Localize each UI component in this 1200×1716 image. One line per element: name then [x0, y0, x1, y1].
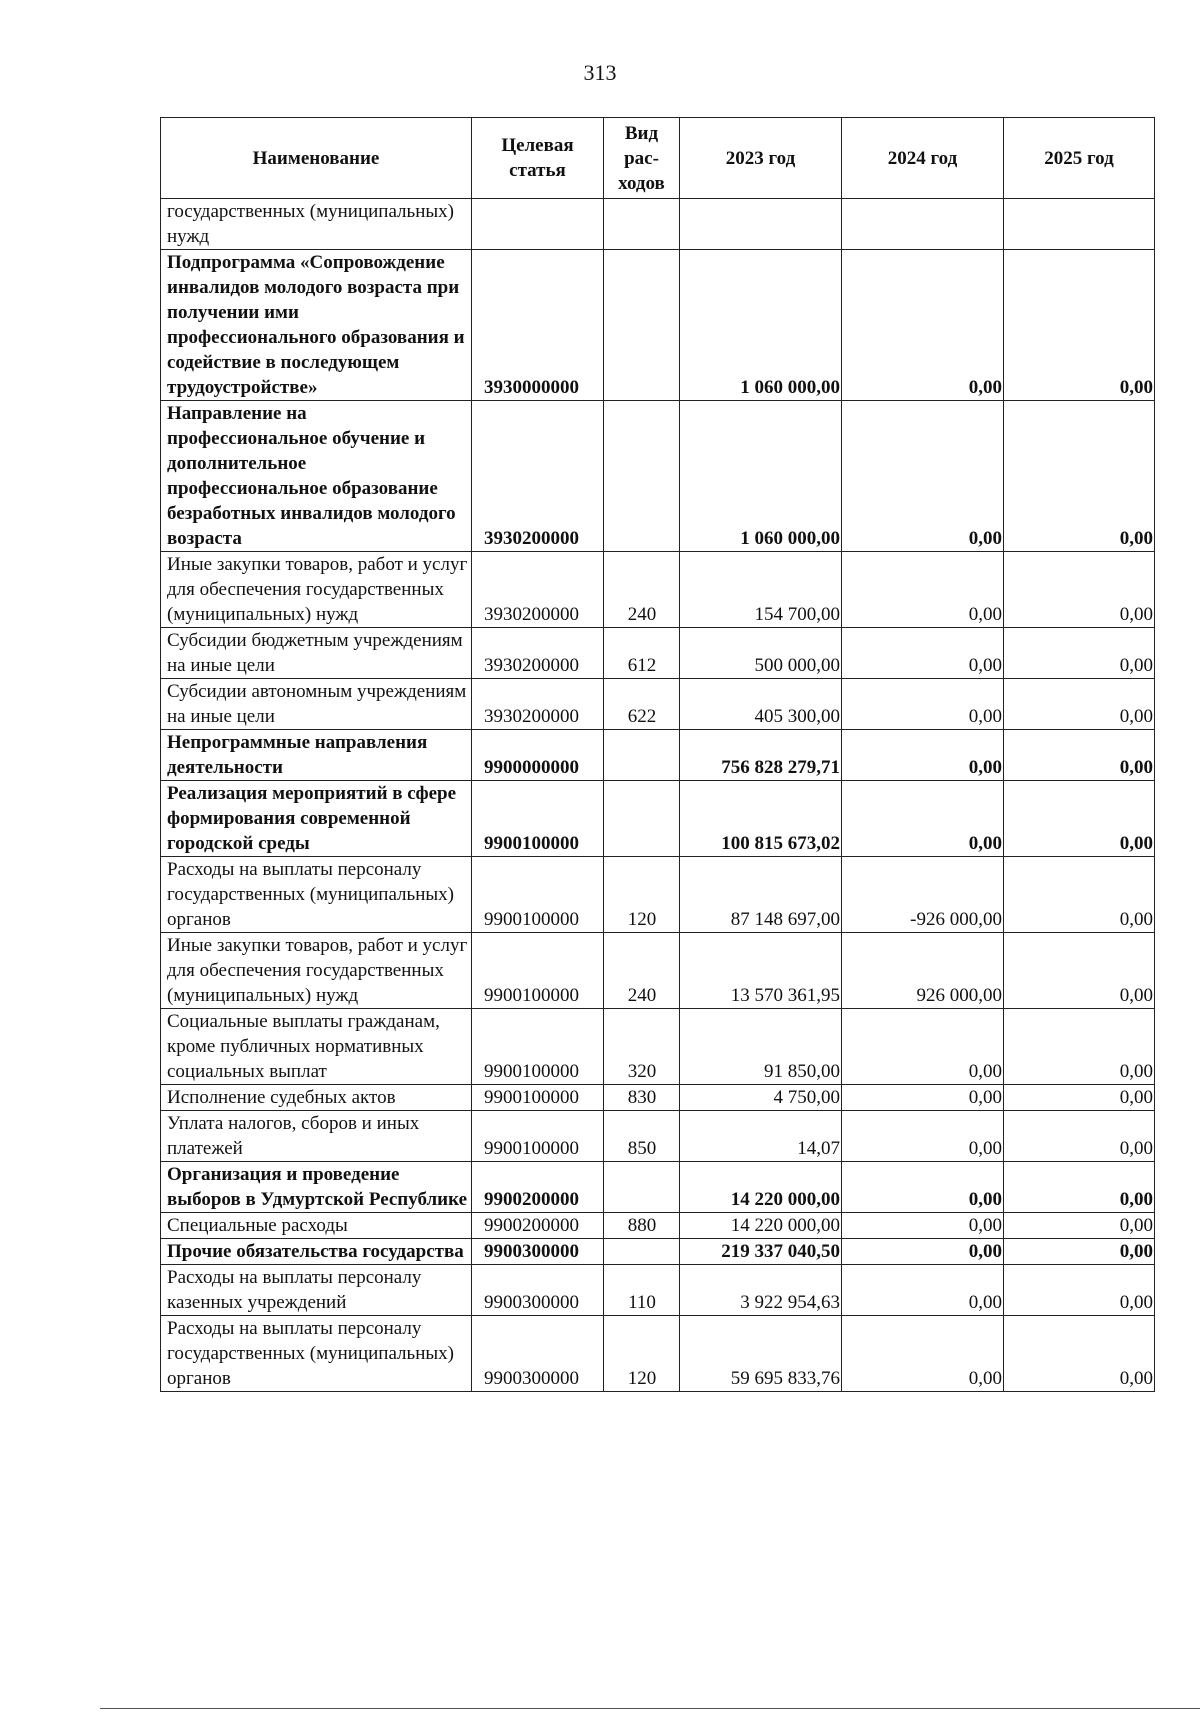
cell-expense-type — [604, 401, 680, 552]
cell-2023: 500 000,00 — [680, 628, 842, 679]
cell-2025: 0,00 — [1004, 1009, 1155, 1085]
cell-target-article: 3930200000 — [472, 401, 604, 552]
cell-expense-type — [604, 730, 680, 781]
header-2024: 2024 год — [842, 118, 1004, 199]
cell-2025: 0,00 — [1004, 1213, 1155, 1239]
cell-target-article: 3930200000 — [472, 679, 604, 730]
table-row — [161, 857, 1155, 933]
table-row — [161, 1162, 1155, 1213]
cell-expense-type: 110 — [604, 1265, 680, 1316]
cell-expense-type: 622 — [604, 679, 680, 730]
cell-expense-type: 850 — [604, 1111, 680, 1162]
cell-2025: 0,00 — [1004, 1111, 1155, 1162]
header-name: Наименование — [161, 118, 472, 199]
cell-2023: 154 700,00 — [680, 552, 842, 628]
cell-expense-type: 240 — [604, 552, 680, 628]
cell-target-article: 9900100000 — [472, 1111, 604, 1162]
cell-expense-type — [604, 1239, 680, 1265]
cell-2023: 87 148 697,00 — [680, 857, 842, 933]
cell-name: Социальные выплаты гражданам, кроме публичных нормативных социальных выплат — [161, 1009, 472, 1085]
cell-2023: 219 337 040,50 — [680, 1239, 842, 1265]
cell-name: Уплата налогов, сборов и иных платежей — [161, 1111, 472, 1162]
header-2023: 2023 год — [680, 118, 842, 199]
cell-name: Специальные расходы — [161, 1213, 472, 1239]
cell-2023: 1 060 000,00 — [680, 401, 842, 552]
cell-expense-type — [604, 781, 680, 857]
cell-name: Расходы на выплаты персоналу казенных учреждений — [161, 1265, 472, 1316]
table-row — [161, 781, 1155, 857]
cell-2023: 4 750,00 — [680, 1085, 842, 1111]
cell-2025: 0,00 — [1004, 1239, 1155, 1265]
cell-2024: 0,00 — [842, 1316, 1004, 1392]
table-row — [161, 730, 1155, 781]
cell-target-article: 9900100000 — [472, 1009, 604, 1085]
cell-2024: 0,00 — [842, 1111, 1004, 1162]
cell-2024: 0,00 — [842, 1265, 1004, 1316]
cell-expense-type: 240 — [604, 933, 680, 1009]
cell-name: Расходы на выплаты персоналу государственных (муниципальных) органов — [161, 857, 472, 933]
cell-name: Субсидии бюджетным учреждениям на иные цели — [161, 628, 472, 679]
cell-2025: 0,00 — [1004, 1085, 1155, 1111]
cell-2025: 0,00 — [1004, 1265, 1155, 1316]
cell-2023: 14 220 000,00 — [680, 1162, 842, 1213]
cell-2023: 14,07 — [680, 1111, 842, 1162]
cell-target-article: 9900200000 — [472, 1162, 604, 1213]
table-row — [161, 250, 1155, 401]
footer-divider — [100, 1708, 1200, 1709]
table-row — [161, 679, 1155, 730]
cell-2024: 0,00 — [842, 781, 1004, 857]
header-2025: 2025 год — [1004, 118, 1155, 199]
cell-expense-type: 612 — [604, 628, 680, 679]
cell-2023: 59 695 833,76 — [680, 1316, 842, 1392]
table-header — [161, 118, 1155, 199]
table-row — [161, 1213, 1155, 1239]
cell-2023: 756 828 279,71 — [680, 730, 842, 781]
cell-name: Прочие обязательства государства — [161, 1239, 472, 1265]
header-target-article: Целевая статья — [472, 118, 604, 199]
cell-2024: 0,00 — [842, 1239, 1004, 1265]
cell-name: Подпрограмма «Сопровождение инвалидов молодого возраста при получении ими профессионального образования и содействие в последующем трудоустройстве» — [161, 250, 472, 401]
cell-2024: 0,00 — [842, 730, 1004, 781]
cell-2025: 0,00 — [1004, 628, 1155, 679]
cell-expense-type: 120 — [604, 857, 680, 933]
cell-target-article — [472, 199, 604, 250]
cell-2025: 0,00 — [1004, 857, 1155, 933]
cell-2025: 0,00 — [1004, 1316, 1155, 1392]
cell-expense-type: 120 — [604, 1316, 680, 1392]
cell-expense-type: 320 — [604, 1009, 680, 1085]
cell-expense-type: 880 — [604, 1213, 680, 1239]
cell-2024: 0,00 — [842, 1009, 1004, 1085]
cell-2025: 0,00 — [1004, 401, 1155, 552]
table-row — [161, 1085, 1155, 1111]
cell-target-article: 3930000000 — [472, 250, 604, 401]
cell-2023: 91 850,00 — [680, 1009, 842, 1085]
cell-name: государственных (муниципальных) нужд — [161, 199, 472, 250]
cell-target-article: 9900300000 — [472, 1239, 604, 1265]
cell-2024: -926 000,00 — [842, 857, 1004, 933]
cell-2023: 13 570 361,95 — [680, 933, 842, 1009]
cell-2023: 1 060 000,00 — [680, 250, 842, 401]
cell-2024: 0,00 — [842, 679, 1004, 730]
cell-2023: 3 922 954,63 — [680, 1265, 842, 1316]
cell-target-article: 9900200000 — [472, 1213, 604, 1239]
cell-target-article: 9900100000 — [472, 1085, 604, 1111]
cell-target-article: 9900100000 — [472, 857, 604, 933]
cell-expense-type: 830 — [604, 1085, 680, 1111]
header-row — [161, 118, 1155, 199]
cell-name: Направление на профессиональное обучение и дополнительное профессиональное образование безработных инвалидов молодого возраста — [161, 401, 472, 552]
table-row — [161, 1009, 1155, 1085]
cell-name: Реализация мероприятий в сфере формирования современной городской среды — [161, 781, 472, 857]
cell-2024: 0,00 — [842, 552, 1004, 628]
cell-2024 — [842, 199, 1004, 250]
cell-target-article: 9900300000 — [472, 1316, 604, 1392]
table-row — [161, 1316, 1155, 1392]
table-row — [161, 1111, 1155, 1162]
cell-target-article: 9900300000 — [472, 1265, 604, 1316]
cell-expense-type — [604, 199, 680, 250]
table-row — [161, 1239, 1155, 1265]
table-row — [161, 933, 1155, 1009]
cell-target-article: 3930200000 — [472, 552, 604, 628]
cell-target-article: 9900100000 — [472, 933, 604, 1009]
cell-2025: 0,00 — [1004, 933, 1155, 1009]
cell-target-article: 3930200000 — [472, 628, 604, 679]
table-row — [161, 552, 1155, 628]
cell-name: Иные закупки товаров, работ и услуг для обеспечения государственных (муниципальных) нужд — [161, 552, 472, 628]
cell-2023: 14 220 000,00 — [680, 1213, 842, 1239]
cell-name: Субсидии автономным учреждениям на иные цели — [161, 679, 472, 730]
cell-2025: 0,00 — [1004, 250, 1155, 401]
cell-name: Исполнение судебных актов — [161, 1085, 472, 1111]
cell-2025: 0,00 — [1004, 679, 1155, 730]
cell-2025: 0,00 — [1004, 1162, 1155, 1213]
cell-2024: 926 000,00 — [842, 933, 1004, 1009]
cell-name: Непрограммные направления деятельности — [161, 730, 472, 781]
cell-expense-type — [604, 1162, 680, 1213]
cell-2023 — [680, 199, 842, 250]
header-expense-type: Вид рас-ходов — [604, 118, 680, 199]
budget-table — [160, 117, 1155, 1392]
table-row — [161, 401, 1155, 552]
cell-2024: 0,00 — [842, 1085, 1004, 1111]
cell-target-article: 9900000000 — [472, 730, 604, 781]
table-body — [161, 199, 1155, 1392]
cell-2024: 0,00 — [842, 1162, 1004, 1213]
page-number: 313 — [583, 60, 617, 85]
cell-2025: 0,00 — [1004, 730, 1155, 781]
cell-name: Иные закупки товаров, работ и услуг для обеспечения государственных (муниципальных) нужд — [161, 933, 472, 1009]
cell-2024: 0,00 — [842, 250, 1004, 401]
cell-2023: 405 300,00 — [680, 679, 842, 730]
cell-2025: 0,00 — [1004, 781, 1155, 857]
cell-name: Организация и проведение выборов в Удмуртской Республике — [161, 1162, 472, 1213]
cell-name: Расходы на выплаты персоналу государственных (муниципальных) органов — [161, 1316, 472, 1392]
cell-2025 — [1004, 199, 1155, 250]
table-row — [161, 199, 1155, 250]
table-row — [161, 628, 1155, 679]
cell-2024: 0,00 — [842, 1213, 1004, 1239]
cell-target-article: 9900100000 — [472, 781, 604, 857]
cell-2023: 100 815 673,02 — [680, 781, 842, 857]
cell-2024: 0,00 — [842, 401, 1004, 552]
cell-2025: 0,00 — [1004, 552, 1155, 628]
table-row — [161, 1265, 1155, 1316]
cell-expense-type — [604, 250, 680, 401]
cell-2024: 0,00 — [842, 628, 1004, 679]
